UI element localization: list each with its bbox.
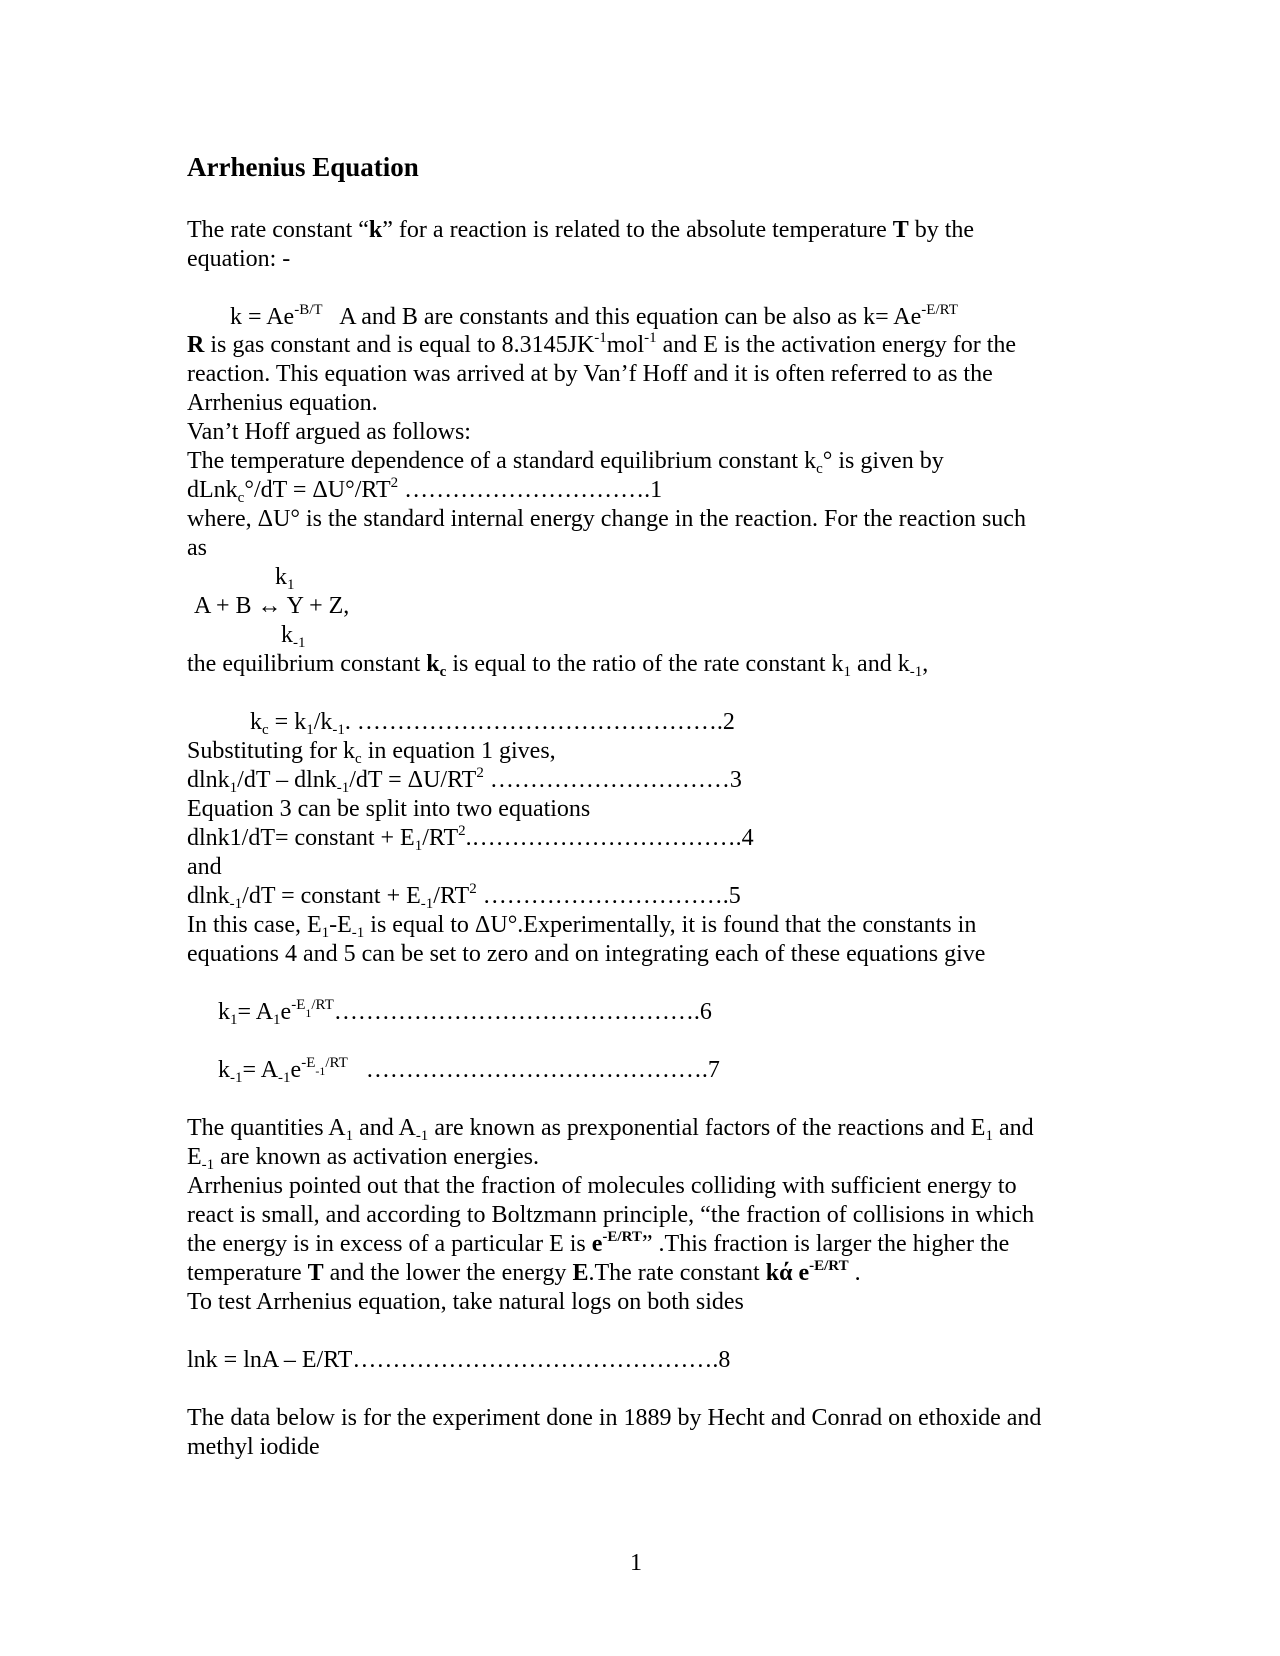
eq2-c: /k [313, 709, 333, 735]
templine-exp: -E/RT [809, 1258, 849, 1274]
main-equation [230, 303, 958, 332]
eq4-sup: 2 [458, 823, 466, 839]
incase-sub1: 1 [321, 925, 330, 941]
eq3-b: /dT – dlnk [237, 767, 337, 793]
reaction-k1: k [275, 564, 287, 590]
eq1-a: dLnk [187, 477, 238, 503]
subst-a: Substituting for k [187, 738, 356, 764]
reaction-equation: A + B ↔ Y + Z, [194, 593, 350, 619]
equil-a: the equilibrium constant [187, 651, 427, 677]
reaction-km1-sub: -1 [293, 635, 306, 651]
eq2-sub1: 1 [306, 722, 314, 738]
gas-text-b: mol [606, 332, 645, 358]
eq1-sup: 2 [390, 475, 399, 491]
where-line-2: as [187, 535, 207, 561]
gas-R-bold: R [187, 332, 205, 358]
eq2-a: k [250, 709, 262, 735]
eq7-sub1: -1 [230, 1070, 243, 1086]
quant-b: and A [353, 1115, 416, 1141]
quant-d: and [992, 1115, 1034, 1141]
quant-sub3: 1 [985, 1128, 993, 1144]
temperature-line [187, 1259, 861, 1288]
quant-a: The quantities A [187, 1115, 346, 1141]
eq2-sub2: -1 [332, 722, 345, 738]
quant-e: E [187, 1144, 202, 1170]
para1-line-1: reaction. This equation was arrived at by Van’f Hoff and it is often referred to as the [187, 361, 993, 387]
eq6-exp-rest: /RT [311, 997, 334, 1013]
eq5-b: /dT = constant + E [242, 883, 421, 909]
eq5-dots: ………………………….5 [476, 883, 741, 909]
intro-line-1 [187, 216, 974, 245]
eq7-sub2: -1 [278, 1070, 291, 1086]
excess-e-bold: e [591, 1231, 603, 1257]
equil-d: , [922, 651, 929, 677]
eq6-exp: -E [291, 997, 306, 1013]
data-para-line-1: The data below is for the experiment done in 1889 by Hecht and Conrad on ethoxide and [187, 1405, 1042, 1431]
eq6-sub1: 1 [230, 1012, 238, 1028]
eq7-exponent [301, 1055, 348, 1078]
eq3-sup: 2 [476, 765, 484, 781]
eq6-c: e [280, 999, 292, 1025]
templine-c: .The rate constant [588, 1260, 766, 1286]
equation-2 [250, 708, 735, 737]
templine-k-bold: kά e [765, 1260, 810, 1286]
equation-3 [187, 766, 742, 795]
eq-main-mid: A and B are constants and this equation can be also as k= Ae [339, 304, 922, 330]
eq3-dots: …………………………3 [483, 767, 742, 793]
templine-E-bold: E [572, 1260, 589, 1286]
excess-b: ” .This fraction is larger the higher the [641, 1231, 1010, 1257]
eq2-b: = k [268, 709, 307, 735]
eq3-sub1: 1 [229, 780, 238, 796]
quant-sub2: -1 [415, 1128, 429, 1144]
equation-1 [187, 476, 662, 505]
intro-line-2: equation: - [187, 246, 291, 272]
eq4-b: /RT [422, 825, 459, 851]
page-title: Arrhenius Equation [187, 152, 419, 182]
arrhenius-para-line-1: Arrhenius pointed out that the fraction of molecules colliding with sufficient energy to [187, 1173, 1017, 1199]
eq5-a: dlnk [187, 883, 230, 909]
eq1-b: °/dT = ΔU°/RT [244, 477, 391, 503]
excess-line [187, 1230, 1009, 1259]
templine-T-bold: T [307, 1260, 324, 1286]
eq3-sub2: -1 [336, 780, 350, 796]
equilibrium-line [187, 650, 928, 679]
to-test-line: To test Arrhenius equation, take natural logs on both sides [187, 1289, 744, 1315]
intro-text-c: by the [908, 217, 975, 243]
eq6-a: k [218, 999, 230, 1025]
intro-text-b: ” for a reaction is related to the absolute temperature [382, 217, 893, 243]
data-para-line-2: methyl iodide [187, 1434, 320, 1460]
eq2-dots: . ……………………………………….2 [344, 709, 735, 735]
equil-sub1: 1 [843, 664, 852, 680]
where-line-1: where, ΔU° is the standard internal energy change in the reaction. For the reaction such [187, 506, 1026, 532]
eq7-b: = A [242, 1057, 279, 1083]
eq7-exp-sub: -1 [315, 1064, 326, 1078]
equation-4 [187, 824, 754, 853]
reaction-k1-label [275, 563, 295, 592]
subst-b: in equation 1 gives, [361, 738, 556, 764]
gas-text-c: and E is the activation energy for the [656, 332, 1017, 358]
equil-sub2: -1 [909, 664, 923, 680]
templine-a: temperature [187, 1260, 308, 1286]
reaction-km1-label [281, 621, 306, 650]
quantities-line-1 [187, 1114, 1034, 1143]
eq5-sub2: -1 [420, 896, 434, 912]
equil-c: and k [851, 651, 910, 677]
eq4-dots: .…………………………….4 [465, 825, 754, 851]
temp-dep-b: ° is given by [822, 448, 944, 474]
temp-dep-sub: c [816, 461, 823, 477]
para1-line-3: Van’t Hoff argued as follows: [187, 419, 471, 445]
equil-b: is equal to the ratio of the rate constant k [446, 651, 844, 677]
eq4-a: dlnk1/dT= constant + E [187, 825, 415, 851]
gas-constant-line [187, 331, 1016, 360]
eq7-a: k [218, 1057, 230, 1083]
eq5-sup: 2 [469, 881, 477, 897]
templine-b: and the lower the energy [323, 1260, 573, 1286]
quant-f: are known as activation energies. [214, 1144, 539, 1170]
equation-6 [218, 998, 712, 1027]
in-this-case-line-2: equations 4 and 5 can be set to zero and on integrating each of these equations give [187, 941, 986, 967]
incase-b: -E [329, 912, 352, 938]
eq7-c: e [290, 1057, 302, 1083]
eq7-dots: …………………………………….7 [365, 1057, 720, 1083]
reaction-k1-sub: 1 [287, 577, 295, 593]
eq5-c: /RT [433, 883, 470, 909]
eq6-dots: ……………………………………….6 [333, 999, 712, 1025]
substituting-line [187, 737, 556, 766]
split-line: Equation 3 can be split into two equations [187, 796, 591, 822]
equil-k-bold: k [426, 651, 440, 677]
arrhenius-para-line-2: react is small, and according to Boltzmann principle, “the fraction of collisions in which [187, 1202, 1035, 1228]
para1-line-2: Arrhenius equation. [187, 390, 378, 416]
incase-a: In this case, E [187, 912, 322, 938]
eq4-sub: 1 [414, 838, 423, 854]
gas-exp2: -1 [644, 330, 657, 346]
reaction-km1: k [281, 622, 293, 648]
eq1-dots: ………………………….1 [398, 477, 663, 503]
eq-main-right-exp: -E/RT [921, 302, 958, 318]
page-number: 1 [630, 1550, 642, 1576]
equil-ksub: c [439, 664, 447, 680]
eq1-sub: c [237, 490, 245, 506]
eq7-exp-rest: /RT [325, 1055, 348, 1071]
eq-main-left: k = Ae [230, 304, 295, 330]
eq5-sub1: -1 [229, 896, 243, 912]
eq6-sub2: 1 [273, 1012, 281, 1028]
gas-exp1: -1 [594, 330, 607, 346]
equation-8: lnk = lnA – E/RT……………………………………….8 [187, 1347, 731, 1373]
quant-sub4: -1 [201, 1157, 215, 1173]
templine-d: . [848, 1260, 861, 1286]
equation-7 [218, 1056, 720, 1085]
incase-sub2: -1 [351, 925, 365, 941]
eq3-a: dlnk [187, 767, 230, 793]
eq7-exp: -E [301, 1055, 316, 1071]
eq3-c: /dT = ΔU/RT [349, 767, 477, 793]
in-this-case-line-1 [187, 911, 976, 940]
eq6-exp-sub: 1 [305, 1006, 312, 1020]
subst-sub: c [355, 751, 362, 767]
quantities-line-2 [187, 1143, 539, 1172]
intro-text-a: The rate constant “ [187, 217, 369, 243]
intro-k-bold: k [368, 217, 383, 243]
equation-5 [187, 882, 741, 911]
eq2-sub-c: c [262, 722, 269, 738]
quant-sub1: 1 [345, 1128, 354, 1144]
intro-T-bold: T [892, 217, 909, 243]
temp-dep-a: The temperature dependence of a standard equilibrium constant k [187, 448, 817, 474]
quant-c: are known as prexponential factors of the reactions and E [428, 1115, 986, 1141]
eq-main-left-exp: -B/T [294, 302, 323, 318]
excess-a: the energy is in excess of a particular E is [187, 1231, 592, 1257]
eq6-b: = A [237, 999, 274, 1025]
incase-c: is equal to ΔU°.Experimentally, it is found that the constants in [364, 912, 977, 938]
and-line: and [187, 854, 222, 880]
temp-dependence-line [187, 447, 944, 476]
gas-text-a: is gas constant and is equal to 8.3145JK [204, 332, 595, 358]
eq6-exponent [291, 997, 334, 1020]
excess-exp: -E/RT [602, 1229, 642, 1245]
